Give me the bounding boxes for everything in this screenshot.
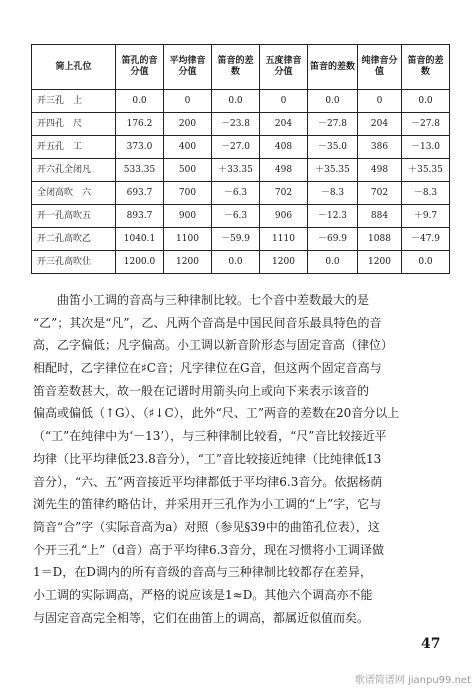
header-cell-equal-cents: 平均律音分值 [164, 45, 212, 90]
table-cell: 开五孔 工 [32, 136, 116, 159]
pitch-comparison-table [31, 44, 450, 274]
table-cell: －27.8 [402, 113, 450, 136]
table-row [32, 182, 450, 205]
table-cell: 0.0 [212, 90, 260, 113]
table-cell: 1100 [164, 228, 212, 251]
body-line: 个开三孔“上”（d音）高于平均律6.3音分，现在习惯将小工调译做 [33, 542, 385, 557]
body-line: “乙”；其次是“凡”，乙、凡两个音高是中国民间音乐最具特色的音 [33, 315, 382, 330]
table-cell: 开三孔高吹仩 [32, 251, 116, 274]
table-cell: －47.9 [402, 228, 450, 251]
page-number: 47 [421, 636, 441, 652]
table-cell: 1200 [164, 251, 212, 274]
table-cell: 开二孔高吹乙 [32, 228, 116, 251]
table-cell: 0.0 [308, 251, 358, 274]
watermark: 歌谱简谱网 jianpu99.net [354, 675, 471, 686]
body-line: 浏先生的笛律约略估计，并采用开三孔作为小工调的“上”字，它与 [33, 497, 382, 512]
table-cell: 702 [358, 182, 402, 205]
table-cell: 200 [164, 113, 212, 136]
table-cell: 1110 [260, 228, 308, 251]
table-cell: 全闭高吹 六 [32, 182, 116, 205]
table-cell: 1200 [260, 251, 308, 274]
table-cell: －12.3 [308, 205, 358, 228]
header-cell-flute-cents: 笛孔的音分值 [116, 45, 164, 90]
table-cell: 0 [358, 90, 402, 113]
body-line: 曲笛小工调的音高与三种律制比较。七个音中差数最大的是 [57, 293, 370, 307]
table-cell: 0.0 [116, 90, 164, 113]
header-cell-fifth-cents: 五度律音分值 [260, 45, 308, 90]
table-cell: 386 [358, 136, 402, 159]
table-row [32, 205, 450, 228]
table-cell: －23.8 [212, 113, 260, 136]
table-cell: 1088 [358, 228, 402, 251]
table-cell: 498 [358, 159, 402, 182]
table-cell: －27.0 [212, 136, 260, 159]
table-cell: 373.0 [116, 136, 164, 159]
body-line: 笛音差数甚大，故一般在记谱时用箭头向上或向下来表示该音的 [33, 383, 370, 398]
table-cell: 533.35 [116, 159, 164, 182]
table-cell: ＋33.35 [212, 159, 260, 182]
header-row [32, 45, 450, 90]
table-row [32, 251, 450, 274]
body-line: （“工”在纯律中为‘－13’），与三种律制比较看，“尺”音比较接近平 [33, 429, 387, 444]
table-cell: 500 [164, 159, 212, 182]
table-cell: 1200.0 [116, 251, 164, 274]
table-cell: 1200 [358, 251, 402, 274]
body-line: 小工调的实际调高，严格的说应该是1≈D。其他六个调高亦不能 [33, 587, 373, 602]
table-cell: 204 [358, 113, 402, 136]
table-cell: 906 [260, 205, 308, 228]
table-cell: 498 [260, 159, 308, 182]
table-header [32, 45, 450, 90]
table-cell: 400 [164, 136, 212, 159]
header-cell-fifth-diff: 笛音的差数 [308, 45, 358, 90]
table-row [32, 136, 450, 159]
table-cell: 0.0 [308, 90, 358, 113]
table-cell: －69.9 [308, 228, 358, 251]
body-line: 筒音“合”字（实际音高为a）对照（参见§39中的曲笛孔位表），这 [33, 519, 380, 534]
table-cell: 0.0 [212, 251, 260, 274]
table-cell: ＋35.35 [308, 159, 358, 182]
header-cell-equal-diff: 笛音的差数 [212, 45, 260, 90]
header-cell-hole: 筒上孔位 [32, 45, 116, 90]
table-cell: 0.0 [402, 251, 450, 274]
table-cell: 1040.1 [116, 228, 164, 251]
table-cell: 176.2 [116, 113, 164, 136]
table-cell: 204 [260, 113, 308, 136]
body-line: 高，乙字偏低；凡字偏高。小工调以新音阶形态与固定音高（律位） [33, 338, 394, 353]
table-cell: 693.7 [116, 182, 164, 205]
table-row [32, 90, 450, 113]
table-cell: 884 [358, 205, 402, 228]
table-cell: －35.0 [308, 136, 358, 159]
table-cell: －8.3 [402, 182, 450, 205]
table-cell: 700 [164, 182, 212, 205]
table-cell: －27.8 [308, 113, 358, 136]
table-cell: 0 [260, 90, 308, 113]
table-row [32, 113, 450, 136]
table-cell: 开三孔 上 [32, 90, 116, 113]
body-line: 均律（比平均律低23.8音分），“工”音比较接近纯律（比纯律低13 [33, 451, 382, 466]
table-cell: 0 [164, 90, 212, 113]
table-cell: 702 [260, 182, 308, 205]
header-cell-just-diff: 笛音的差数 [402, 45, 450, 90]
table-cell: 0.0 [402, 90, 450, 113]
table-row [32, 159, 450, 182]
table-cell: 900 [164, 205, 212, 228]
body-line: 音分），“六、五”两音接近平均律都低于平均律6.3音分。依据杨荫 [33, 474, 383, 489]
body-line: 与固定音高完全相等，它们在曲笛上的调高，都属近似值而矣。 [33, 610, 370, 625]
body-line: 相配时，乙字律位在♯C音；凡字律位在G音，但这两个固定音高与 [33, 361, 382, 376]
header-cell-just-cents: 纯律音分值 [358, 45, 402, 90]
table-cell: ＋35.35 [402, 159, 450, 182]
table-cell: －6.3 [212, 182, 260, 205]
table-cell: 开一孔高吹五 [32, 205, 116, 228]
body-paragraph [33, 289, 451, 629]
table-cell: －13.0 [402, 136, 450, 159]
table-cell: －59.9 [212, 228, 260, 251]
table-body [32, 90, 450, 274]
table-cell: 893.7 [116, 205, 164, 228]
table-cell: 开六孔全闭凡 [32, 159, 116, 182]
table-cell: ＋9.7 [402, 205, 450, 228]
table-cell: 408 [260, 136, 308, 159]
table-cell: －6.3 [212, 205, 260, 228]
body-line: 偏高或偏低（↑G）、（♯↓C），此外“尺、工”两音的差数在20音分以上 [33, 406, 400, 421]
table-cell: 开四孔 尺 [32, 113, 116, 136]
table-cell: －8.3 [308, 182, 358, 205]
body-line: 1＝D，在D调内的所有音级的音高与三种律制比较都存在差异， [33, 565, 372, 580]
table-row [32, 228, 450, 251]
